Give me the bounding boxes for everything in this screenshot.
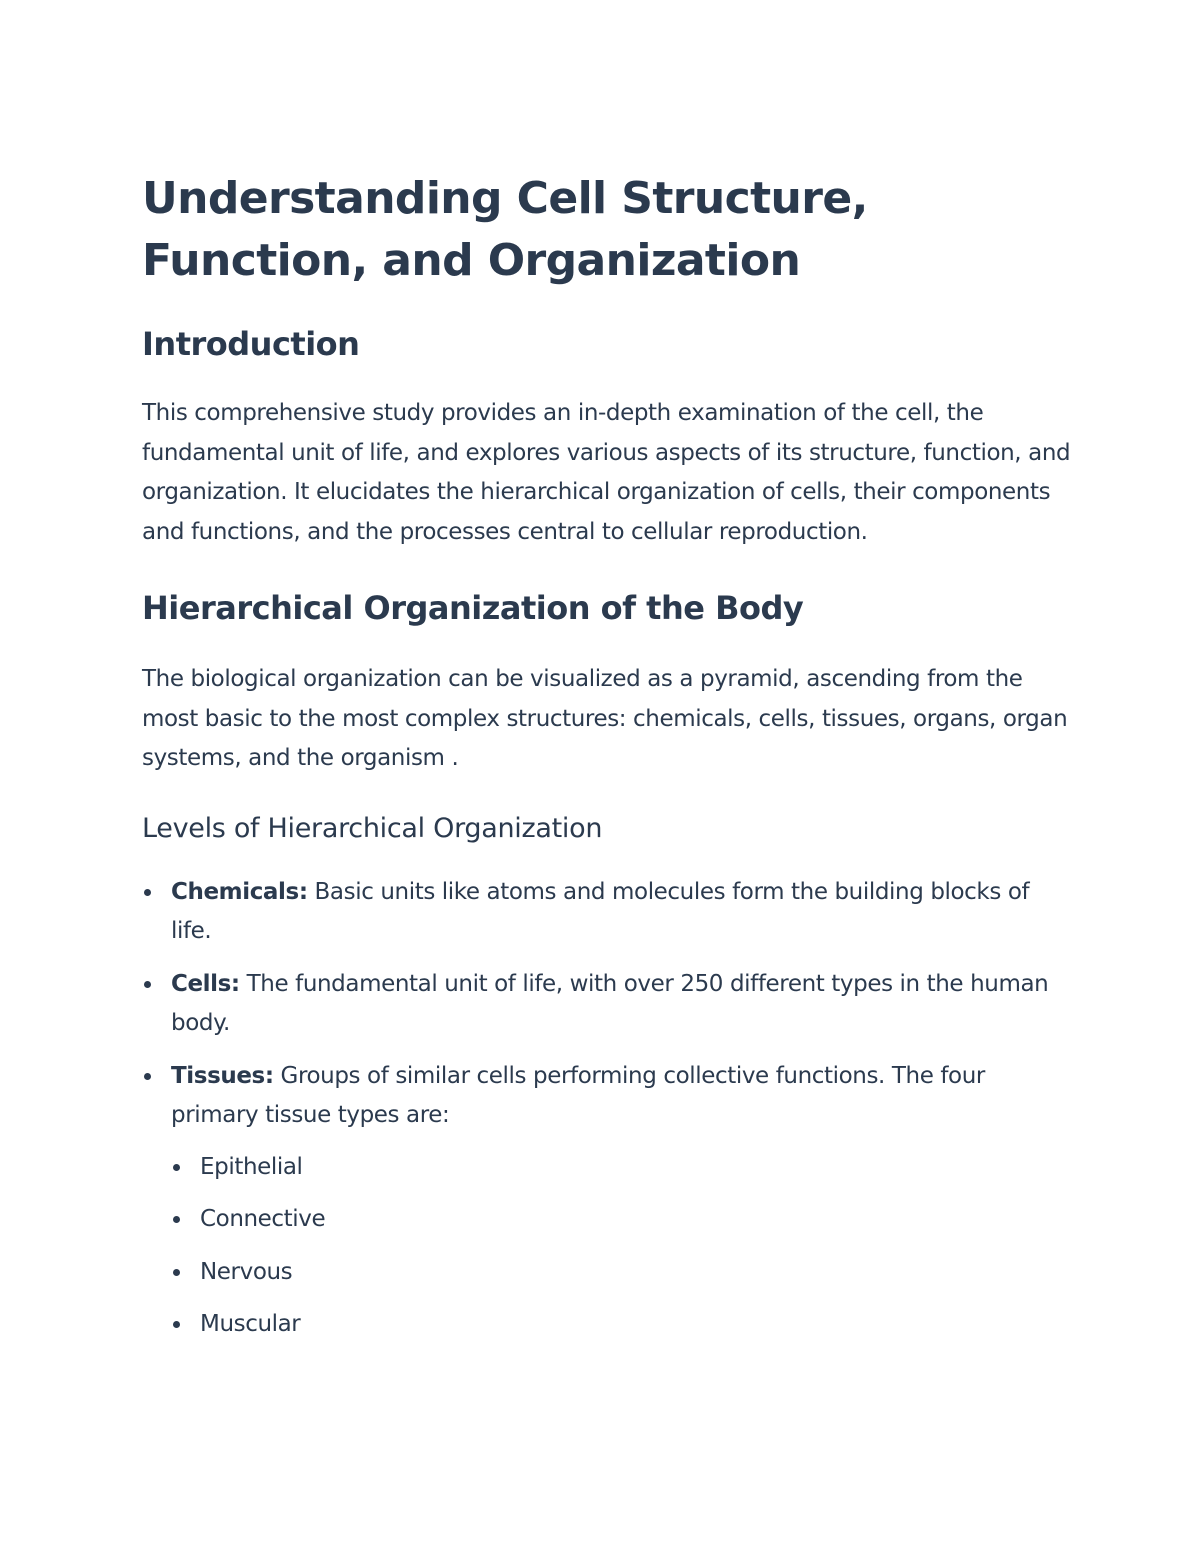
list-item: Nervous (171, 1253, 1072, 1293)
introduction-heading: Introduction (142, 325, 360, 363)
level-term: Tissues: (171, 1062, 274, 1089)
level-term: Chemicals: (171, 878, 308, 905)
level-term: Cells: (171, 970, 240, 997)
introduction-paragraph: This comprehensive study provides an in-depth examination of the cell, the fundamental unit of life, and explores various aspects of its structure, function, and organization. It elucidates the hierarchical organization of cells, their components and functions, and the processes central to cellular reproduction. (142, 400, 1071, 545)
hierarchical-organization-paragraph: The biological organization can be visualized as a pyramid, ascending from the most basic to the most complex structures: chemicals, cells, tissues, organs, organ systems, and the organism . (142, 666, 1068, 771)
level-description: The fundamental unit of life, with over 250 different types in the human body. (171, 970, 1049, 1036)
list-item: Muscular (171, 1305, 1072, 1345)
list-item: Connective (171, 1200, 1072, 1240)
hierarchical-organization-heading: Hierarchical Organization of the Body (142, 589, 804, 627)
list-item (142, 965, 1072, 1044)
levels-heading: Levels of Hierarchical Organization (142, 812, 603, 844)
document-page (142, 168, 1072, 1358)
list-item (142, 1057, 1072, 1345)
tissue-types-list (171, 1148, 1072, 1345)
list-item (142, 873, 1072, 952)
levels-list (142, 873, 1072, 1345)
level-description: Groups of similar cells performing collective functions. The four primary tissue types are: (171, 1062, 985, 1128)
level-description: Basic units like atoms and molecules form the building blocks of life. (171, 878, 1030, 944)
list-item: Epithelial (171, 1148, 1072, 1188)
document-title: Understanding Cell Structure, Function, and Organization (142, 173, 868, 286)
